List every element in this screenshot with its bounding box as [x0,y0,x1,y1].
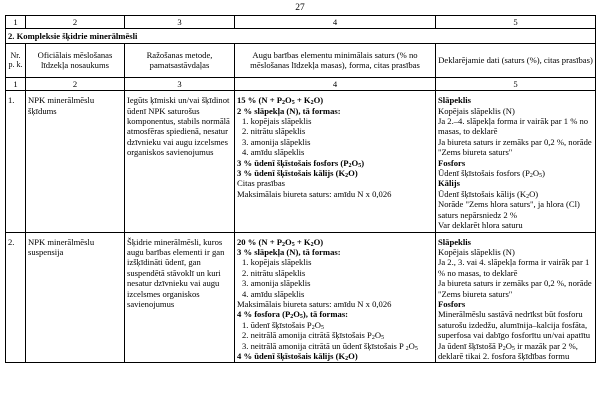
chlorine-declare: Var deklarēt hlora saturu [438,220,523,231]
other-requirements: Citas prasības [237,178,285,189]
header-method: Ražošanas metode, pamatsastāvdaļas [125,43,235,77]
phosphorus-note: Minerālmēslu sastāvā nedrīkst būt fosforu saturošu izdedžu, alumīnija–kalcija fosfāta, superfosa vai dabīgo fosforītu un/vai apatītu [438,309,591,341]
header-declare: Deklarējamie dati (saturs (%), citas prasības) [436,43,596,77]
nitrogen-form: 3. amonija slāpeklis [242,278,311,289]
nitrogen-form: 2. nitrātu slāpeklis [242,267,306,278]
nitrogen-total: Kopējais slāpeklis (N) [438,246,515,257]
fertilizer-name: NPK minerālmēslu suspensija [26,232,125,363]
phosphorus-min: 3 % ūdenī šķīstošais fosfors $(P_2O_5)$ [237,157,365,169]
potassium-declare: Ūdenī šķīstošais kālijs $(K_2O)$ [438,188,539,200]
production-method: Iegūts ķīmiski un/vai šķīdinot ūdenī NPK saturošus komponentus, stabils normālā atmosfēras spiedienā, nesatur dzīvnieku vai augu izcelsmes organiskos savienojumus [125,91,235,232]
phosphorus-declare: Ūdenī šķīstošais fosfors $(P_2O_5)$ [438,168,545,180]
header-nr: Nr. p. k. [6,43,26,77]
nitrogen-min: 2 % slāpekļa (N), tā formas: [237,105,341,116]
col-number-5b: 5 [436,77,596,90]
nitrogen-title: Slāpeklis [438,95,471,106]
section-title: 2. Kompleksie šķidrie minerālmēsli [6,29,596,43]
row-number: 2. [6,232,26,363]
nitrogen-form: 1. kopējais slāpeklis [242,257,312,268]
nitrogen-form: 4. amīdu slāpeklis [242,147,305,158]
nitrogen-form: 1. kopējais slāpeklis [242,116,312,127]
fertilizer-table [5,15,596,363]
table-row [6,232,596,363]
section-title-row [6,29,596,43]
nitrogen-form: 4. amīdu slāpeklis [242,288,305,299]
nutrient-content [235,91,436,232]
col-number-2b: 2 [26,77,125,90]
biuret-note: Ja biureta saturs ir zemāks par 0,2 %, norāde "Zems biureta saturs" [438,136,592,158]
header-content: Augu barības elementu minimālais saturs (% no mēslošanas līdzekļa masas), forma, citas prasības [235,43,436,77]
nitrogen-declare-note: Ja 2.–4. slāpekļa forma ir vairāk par 1 % no masas, to deklarē [438,116,589,137]
phosphorus-title: Fosfors [438,298,466,309]
col-number-4b: 4 [235,77,436,90]
declared-data [436,232,596,363]
page-number: 27 [295,3,305,13]
biuret-max: Maksimālais biureta saturs: amīdu N x 0,026 [237,298,392,309]
col-number-1b: 1 [6,77,26,90]
table-row [6,91,596,232]
nitrogen-form: 2. nitrātu slāpeklis [242,126,306,137]
biuret-note: Ja biureta saturs ir zemāks par 0,2 %, norāde "Zems biureta saturs" [438,278,592,299]
header-row [6,43,596,77]
potassium-min: 3 % ūdenī šķīstošais kālijs $(K_2O)$ [237,168,358,180]
phosphorus-form: 1. ūdenī šķīstošais $P_2O_5$ [242,319,324,331]
phosphorus-form: 2. neitrālā amonija citrātā šķīstošais $P_2O_5$ [242,330,385,342]
column-number-row [6,16,596,29]
chlorine-note: Norāde "Zems hlora saturs", ja hlora (Cl) saturs nepārsniedz 2 % [438,199,580,220]
production-method: Šķidrie minerālmēsli, kuros augu barības elementi ir gan izšķīdināti ūdenī, gan suspendētā stāvoklī un kuri nesatur dzīvnieku vai augu izcelsmes organiskos savienojumus [125,232,235,363]
col-number-5: 5 [436,16,596,29]
nitrogen-declare-note: Ja 2., 3. vai 4. slāpekļa forma ir vairāk par 1 % no masas, to deklarē [438,257,590,278]
nitrogen-total: Kopējais slāpeklis (N) [438,105,515,116]
col-number-3: 3 [125,16,235,29]
npk-total: 20 % $(N + P_2O_5 + K_2O)$ [237,236,324,248]
row-number: 1. [6,91,26,232]
potassium-min: 4 % ūdenī šķīstošais kālijs $(K_2O)$ [237,350,358,362]
phosphorus-title: Fosfors [438,157,466,168]
declared-data [436,91,596,232]
potassium-title: Kālijs [438,178,460,189]
npk-total: 15 % $(N + P_2O_5 + K_2O)$ [237,95,324,107]
nitrogen-form: 3. amonija slāpeklis [242,136,311,147]
header-name: Oficiālais mēslošanas līdzekļa nosaukums [26,43,125,77]
col-number-3b: 3 [125,77,235,90]
nitrogen-title: Slāpeklis [438,236,471,247]
nutrient-content [235,232,436,363]
phosphorus-solubility-note: Ja ūdenī šķīstošā $P_2O_5$ ir mazāk par 2 %, deklarē tikai 2. fosfora šķīdības formu [438,340,578,361]
phosphorus-form: 3. neitrālā amonija citrātā un ūdenī šķīstošais P $_2O_5$ [242,340,418,352]
fertilizer-name: NPK minerālmēslu šķīdums [26,91,125,232]
phosphorus-min: 4 % fosfora $(P_2O_5)$, tā formas: [237,309,349,321]
column-number-row-2 [6,77,596,90]
biuret-max: Maksimālais biureta saturs: amīdu N x 0,026 [237,188,392,199]
col-number-2: 2 [26,16,125,29]
col-number-1: 1 [6,16,26,29]
nitrogen-min: 3 % slāpekļa (N), tā formas: [237,246,341,257]
col-number-4: 4 [235,16,436,29]
